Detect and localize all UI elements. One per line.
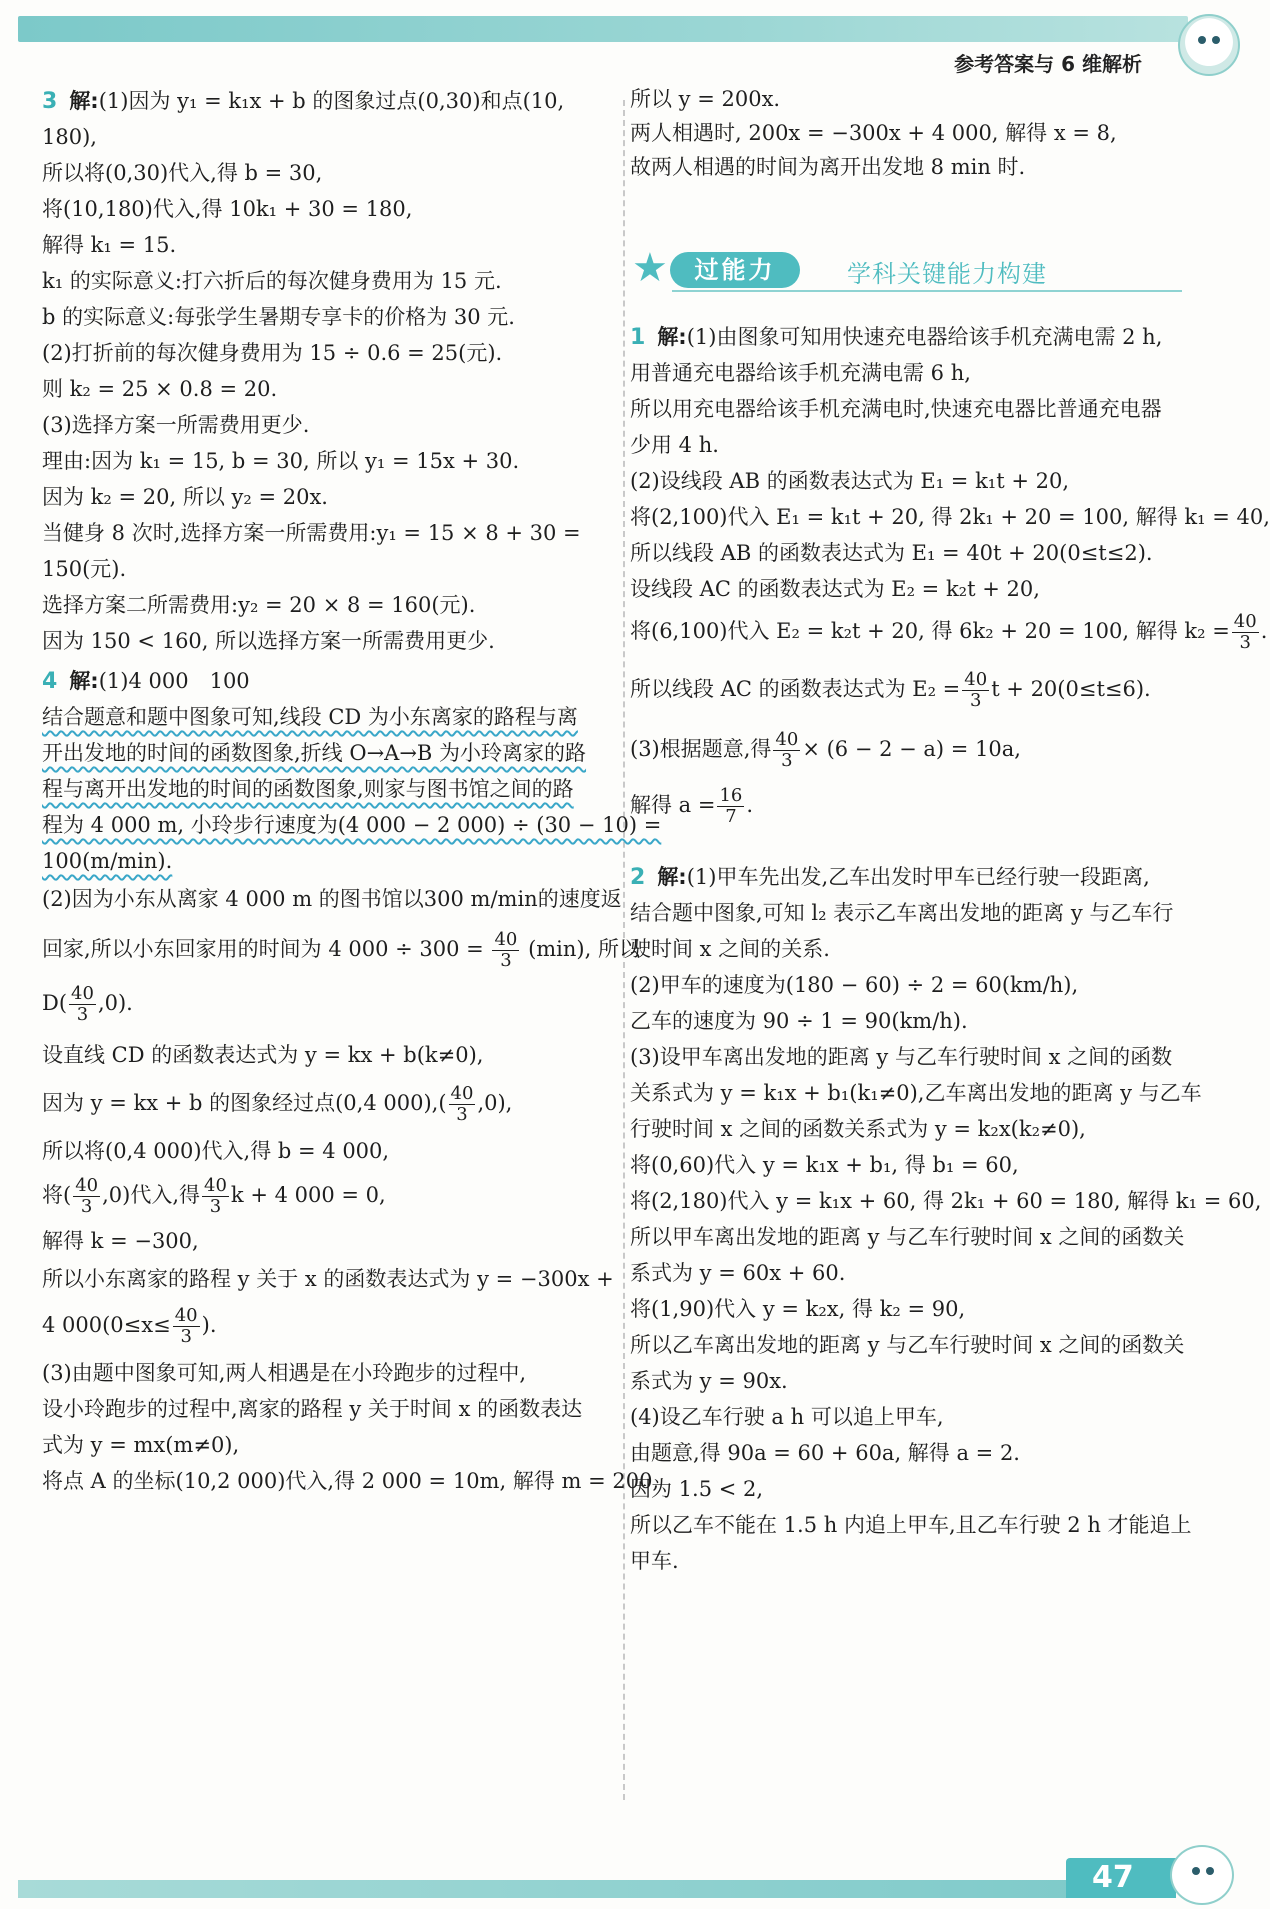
star-icon: ★ [632, 245, 668, 291]
fraction-40-3: $\frac{40}{3}$ [964, 669, 988, 711]
q2-line6: (3)设甲车离出发地的距离 y 与乙车行驶时间 x 之间的函数 [630, 1045, 1173, 1069]
section-banner [632, 244, 1192, 294]
fraction-16-7: $\frac{16}{7}$ [719, 785, 743, 827]
q2-line16: (4)设乙车行驶 a h 可以追上甲车, [630, 1405, 944, 1429]
banner-label: 过能力 [670, 252, 800, 288]
q1-line5: (2)设线段 AB 的函数表达式为 E₁ = k₁t + 20, [630, 469, 1069, 493]
fraction-40-3: $\frac{40}{3}$ [450, 1083, 474, 1125]
rt-line1: 所以 y = 200x. [630, 87, 781, 111]
q1-line8: 设线段 AC 的函数表达式为 E₂ = k₂t + 20, [630, 577, 1040, 601]
q3-line11: 理由:因为 k₁ = 15, b = 30, 所以 y₁ = 15x + 30. [42, 449, 520, 473]
q2-line7: 关系式为 y = k₁x + b₁(k₁≠0),乙车离出发地的距离 y 与乙车 [630, 1081, 1202, 1105]
q1-line9: 将(6,100)代入 E₂ = k₂t + 20, 得 6k₂ + 20 = 100, 解得 k₂ = $\frac{40}{3}$ . [630, 611, 1268, 653]
top-decorative-band [18, 16, 1188, 42]
q4-line17: (3)由题中图象可知,两人相遇是在小玲跑步的过程中, [42, 1361, 527, 1385]
q4-line8: 回家,所以小东回家用的时间为 4 000 ÷ 300 = $\frac{40}{3}$ (min), 所以 [42, 929, 640, 971]
fraction-40-3: $\frac{40}{3}$ [174, 1305, 198, 1347]
q2-line12: 系式为 y = 60x + 60. [630, 1261, 846, 1285]
q4-line20: 将点 A 的坐标(10,2 000)代入,得 2 000 = 10m, 解得 m = 200, [42, 1469, 660, 1493]
q4-line13: 将( $\frac{40}{3}$ ,0)代入,得 $\frac{40}{3}$ k + 4 000 = 0, [42, 1175, 386, 1217]
q1-line11: (3)根据题意,得 $\frac{40}{3}$ × (6 − 2 − a) = 10a, [630, 729, 1021, 771]
banner-subtitle: 学科关键能力构建 [847, 260, 1047, 288]
q3-line14: 150(元). [42, 557, 127, 581]
mascot-icon [1170, 1845, 1234, 1905]
q2-line9: 将(0,60)代入 y = k₁x + b₁, 得 b₁ = 60, [630, 1153, 1019, 1177]
q2-line19: 所以乙车不能在 1.5 h 内追上甲车,且乙车行驶 2 h 才能追上 [630, 1513, 1192, 1537]
fraction-40-3: $\frac{40}{3}$ [494, 929, 518, 971]
q1-line1: 1 解:(1)由图象可知用快速充电器给该手机充满电需 2 h, [630, 325, 1163, 350]
q2-line11: 所以甲车离出发地的距离 y 与乙车行驶时间 x 之间的函数关 [630, 1225, 1185, 1249]
q3-line3: 所以将(0,30)代入,得 b = 30, [42, 161, 323, 185]
q3-line1: 3 解:(1)因为 y₁ = k₁x + b 的图象过点(0,30)和点(10, [42, 89, 565, 114]
q1-line10: 所以线段 AC 的函数表达式为 E₂ = $\frac{40}{3}$ t + 20(0≤t≤6). [630, 669, 1151, 711]
banner-rule [672, 290, 1182, 292]
q3-line7: b 的实际意义:每张学生暑期专享卡的价格为 30 元. [42, 305, 515, 329]
q4-line4: 程与离开出发地的时间的函数图象,则家与图书馆之间的路 [42, 777, 574, 801]
fraction-40-3: $\frac{40}{3}$ [1233, 611, 1257, 653]
q2-line17: 由题意,得 90a = 60 + 60a, 解得 a = 2. [630, 1441, 1020, 1465]
q4-line10: 设直线 CD 的函数表达式为 y = kx + b(k≠0), [42, 1043, 484, 1067]
q1-line6: 将(2,100)代入 E₁ = k₁t + 20, 得 2k₁ + 20 = 100, 解得 k₁ = 40, [630, 505, 1270, 529]
q4-line9: D( $\frac{40}{3}$ ,0). [42, 983, 133, 1025]
q2-line20: 甲车. [630, 1549, 679, 1573]
q3-line9: 则 k₂ = 25 × 0.8 = 20. [42, 377, 278, 401]
header-title: 参考答案与 6 维解析 [954, 52, 1142, 76]
q2-line4: (2)甲车的速度为(180 − 60) ÷ 2 = 60(km/h), [630, 973, 1079, 997]
fraction-40-3: $\frac{40}{3}$ [71, 983, 94, 1025]
q2-line13: 将(1,90)代入 y = k₂x, 得 k₂ = 90, [630, 1297, 966, 1321]
mascot-icon [1178, 14, 1240, 76]
q2-line3: 驶时间 x 之间的关系. [630, 937, 830, 961]
q2-line1: 2 解:(1)甲车先出发,乙车出发时甲车已经行驶一段距离, [630, 865, 1150, 890]
rt-line2: 两人相遇时, 200x = −300x + 4 000, 解得 x = 8, [630, 121, 1117, 145]
q1-line7: 所以线段 AB 的函数表达式为 E₁ = 40t + 20(0≤t≤2). [630, 541, 1153, 565]
q4-line5: 程为 4 000 m, 小玲步行速度为(4 000 − 2 000) ÷ (30 − 10) = [42, 813, 662, 837]
bottom-decorative-band [18, 1880, 1168, 1898]
q3-line4: 将(10,180)代入,得 10k₁ + 30 = 180, [42, 197, 413, 221]
q4-line12: 所以将(0,4 000)代入,得 b = 4 000, [42, 1139, 390, 1163]
q2-line14: 所以乙车离出发地的距离 y 与乙车行驶时间 x 之间的函数关 [630, 1333, 1185, 1357]
fraction-40-3: $\frac{40}{3}$ [775, 729, 799, 771]
q4-line3: 开出发地的时间的函数图象,折线 O→A→B 为小玲离家的路 [42, 741, 587, 765]
q4-line14: 解得 k = −300, [42, 1229, 199, 1253]
q3-line5: 解得 k₁ = 15. [42, 233, 177, 257]
q4-line1: 4 解:(1)4 000 100 [42, 669, 250, 694]
q4-line18: 设小玲跑步的过程中,离家的路程 y 关于时间 x 的函数表达 [42, 1397, 583, 1421]
q4-line15: 所以小东离家的路程 y 关于 x 的函数表达式为 y = −300x + [42, 1267, 614, 1291]
rt-line3: 故两人相遇的时间为离开出发地 8 min 时. [630, 155, 1026, 179]
fraction-40-3: $\frac{40}{3}$ [204, 1175, 227, 1217]
q2-line10: 将(2,180)代入 y = k₁x + 60, 得 2k₁ + 60 = 180, 解得 k₁ = 60, [630, 1189, 1262, 1213]
q4-line7: (2)因为小东从离家 4 000 m 的图书馆以300 m/min的速度返 [42, 887, 622, 911]
q1-line3: 所以用充电器给该手机充满电时,快速充电器比普通充电器 [630, 397, 1162, 421]
q3-line12: 因为 k₂ = 20, 所以 y₂ = 20x. [42, 485, 328, 509]
q1-line12: 解得 a = $\frac{16}{7}$ . [630, 785, 754, 827]
q3-line6: k₁ 的实际意义:打六折后的每次健身费用为 15 元. [42, 269, 502, 293]
q4-line19: 式为 y = mx(m≠0), [42, 1433, 240, 1457]
q3-line10: (3)选择方案一所需费用更少. [42, 413, 310, 437]
q2-line5: 乙车的速度为 90 ÷ 1 = 90(km/h). [630, 1009, 968, 1033]
q4-line11: 因为 y = kx + b 的图象经过点(0,4 000),( $\frac{40}{3}$ ,0), [42, 1083, 513, 1125]
q2-line8: 行驶时间 x 之间的函数关系式为 y = k₂x(k₂≠0), [630, 1117, 1086, 1141]
q4-line16: 4 000(0≤x≤ $\frac{40}{3}$ ). [42, 1305, 217, 1347]
q2-line15: 系式为 y = 90x. [630, 1369, 788, 1393]
q1-line2: 用普通充电器给该手机充满电需 6 h, [630, 361, 971, 385]
q3-line16: 因为 150 < 160, 所以选择方案一所需费用更少. [42, 629, 495, 653]
q2-line18: 因为 1.5 < 2, [630, 1477, 764, 1501]
q4-line6: 100(m/min). [42, 849, 173, 873]
page-number: 47 [1092, 1860, 1134, 1895]
q3-line2: 180), [42, 125, 97, 149]
q4-line2: 结合题意和题中图象可知,线段 CD 为小东离家的路程与离 [42, 705, 578, 729]
fraction-40-3: $\frac{40}{3}$ [75, 1175, 99, 1217]
q3-line8: (2)打折前的每次健身费用为 15 ÷ 0.6 = 25(元). [42, 341, 503, 365]
q3-line13: 当健身 8 次时,选择方案一所需费用:y₁ = 15 × 8 + 30 = [42, 521, 581, 545]
q2-line2: 结合题中图象,可知 l₂ 表示乙车离出发地的距离 y 与乙车行 [630, 901, 1174, 925]
q1-line4: 少用 4 h. [630, 433, 719, 457]
q3-line15: 选择方案二所需费用:y₂ = 20 × 8 = 160(元). [42, 593, 476, 617]
